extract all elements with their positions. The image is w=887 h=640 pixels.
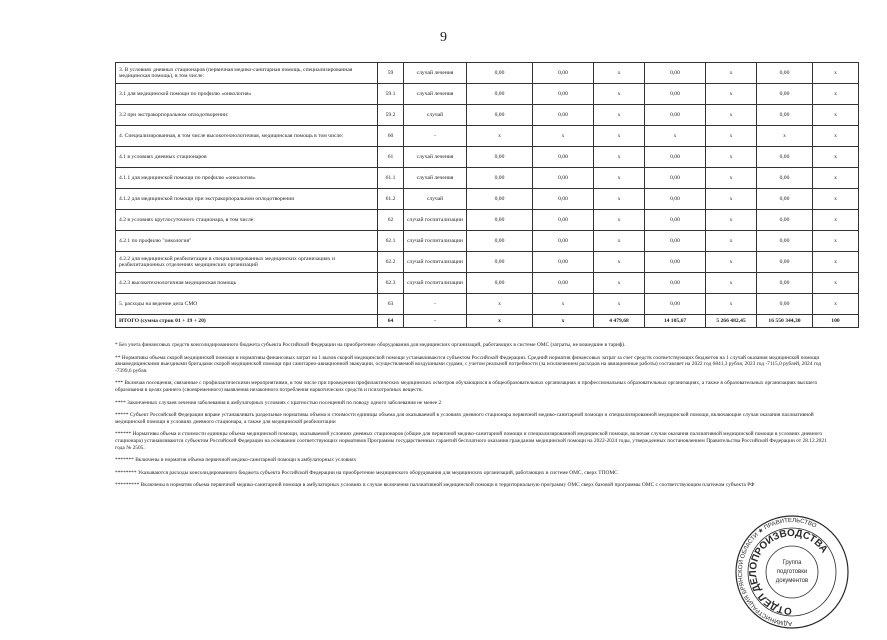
- footnote: * Без учета финансовых средств консолидированного бюджета субъекта Российской Федерации на приобретение оборудования для медицинских организаций, работающих в системе ОМС (затраты, не вошедшие в тариф).: [115, 342, 626, 348]
- footnote: ** Нормативы объема скорой медицинской помощи и нормативы финансовых затрат на 1 вызов скорой медицинской помощи устанавливаются субъектом Российской Федерации. Средний норматив финансовых затрат за счет средств соответствующих бюджетов на 1 случай оказания медицинской помощи авиамедицинскими выездными бригадами скорой медицинской помощи при санитарно-авиационной эвакуации, осуществляемой воздушными судами, с учетом реальной потребности (за исключением расходов на авиационные работы) составляет на 2022 год 6841,3 рубля, 2023 год -7115,0 рублей, 2024 год -7399,6 рубля.: [115, 354, 822, 374]
- table-cell-v3: x: [594, 210, 645, 231]
- table-cell-unit: -: [404, 315, 467, 328]
- table-row: [116, 168, 859, 189]
- table-cell-name: 4.2.2 для медицинской реабилитации в специализированных медицинских организациях и реабилитационных отделениях медицинских организаций: [116, 252, 378, 273]
- table-cell-unit: случай госпитализации: [404, 273, 467, 294]
- table-cell-v4: 0,00: [645, 168, 706, 189]
- table-cell-v7: x: [813, 294, 859, 315]
- stamp-center-line-2: подготовки: [776, 569, 808, 575]
- table-cell-v5: 5 266 482,45: [706, 315, 757, 328]
- table-cell-v2: 0,00: [533, 231, 594, 252]
- table-cell-v7: x: [813, 63, 859, 84]
- table-cell-v5: x: [706, 189, 757, 210]
- table-cell-v7: x: [813, 210, 859, 231]
- table-cell-name: ИТОГО (сумма строк 01 + 19 + 20): [116, 315, 378, 328]
- table-cell-v1: 0,00: [467, 63, 533, 84]
- table-cell-v5: x: [706, 63, 757, 84]
- footnote: ***** Субъект Российской Федерации вправе устанавливать раздельные нормативы объема и стоимости единицы объема для оказываемой в условиях дневного стационара первичной медико-санитарной помощи и специализированной медицинской помощи, включающие случаи оказания паллиативной медицинской помощи в условиях дневного стационара, а также для медицинской реабилитации: [115, 412, 814, 425]
- table-cell-v4: 0,00: [645, 252, 706, 273]
- table-cell-v5: x: [706, 126, 757, 147]
- table-cell-v2: x: [533, 315, 594, 328]
- table-cell-v7: x: [813, 126, 859, 147]
- table-cell-v1: 0,00: [467, 105, 533, 126]
- table-cell-v5: x: [706, 273, 757, 294]
- table-cell-v1: 0,00: [467, 147, 533, 168]
- table-cell-v4: 0,00: [645, 273, 706, 294]
- table-cell-v7: x: [813, 147, 859, 168]
- table-cell-v3: x: [594, 147, 645, 168]
- table-cell-v3: x: [594, 189, 645, 210]
- table-cell-name: 4.1 в условиях дневных стационаров: [116, 147, 378, 168]
- table-cell-v6: 0,00: [757, 189, 813, 210]
- table-cell-v6: 16 550 344,30: [757, 315, 813, 328]
- table-cell-name: 4. Специализированная, в том числе высокотехнологичная, медицинская помощь в том числе:: [116, 126, 378, 147]
- table-cell-v6: 0,00: [757, 168, 813, 189]
- table-row: [116, 147, 859, 168]
- table-cell-v2: 0,00: [533, 147, 594, 168]
- table-cell-num: 64: [378, 315, 404, 328]
- table-cell-unit: случай: [404, 189, 467, 210]
- volume-table: [115, 62, 859, 328]
- table-row: [116, 126, 859, 147]
- table-cell-num: 59: [378, 63, 404, 84]
- table-cell-v3: x: [594, 84, 645, 105]
- table-row: [116, 231, 859, 252]
- table-cell-num: 62.3: [378, 273, 404, 294]
- footnote: *** Включая посещения, связанные с профилактическими мероприятиями, в том числе при проведении профилактических медицинских осмотров обучающихся в общеобразовательных организациях и профессиональных образовательных организациях, а также в образовательных организациях высшего образования в целях раннего (своевременного) выявления незаконного потребления наркотических средств и психотропных веществ.: [115, 380, 818, 393]
- table-cell-v5: x: [706, 294, 757, 315]
- footnote: **** Законченных случаев лечения заболевания в амбулаторных условиях с кратностью посещений по поводу одного заболевания не менее 2: [115, 399, 442, 406]
- stamp-center-line-3: документов: [775, 578, 809, 584]
- table-cell-v4: 0,00: [645, 84, 706, 105]
- table-cell-num: 59.1: [378, 84, 404, 105]
- table-row: [116, 105, 859, 126]
- table-row: [116, 84, 859, 105]
- table-cell-v6: 0,00: [757, 294, 813, 315]
- table-cell-num: 60: [378, 126, 404, 147]
- table-cell-v1: 0,00: [467, 252, 533, 273]
- table-cell-v3: x: [594, 231, 645, 252]
- table-cell-v7: x: [813, 231, 859, 252]
- table-cell-name: 3. В условиях дневных стационаров (первичная медико-санитарная помощь, специализированная медицинская помощь), в том числе:: [116, 63, 378, 84]
- table-cell-v6: 0,00: [757, 147, 813, 168]
- table-cell-v4: 0,00: [645, 210, 706, 231]
- table-cell-v1: x: [467, 315, 533, 328]
- table-cell-num: 62: [378, 210, 404, 231]
- table-cell-v3: x: [594, 105, 645, 126]
- table-cell-v7: 100: [813, 315, 859, 328]
- table-cell-unit: случай лечения: [404, 63, 467, 84]
- table-cell-v6: 0,00: [757, 231, 813, 252]
- table-row: [116, 294, 859, 315]
- table-cell-v6: 0,00: [757, 210, 813, 231]
- table-body: [116, 63, 859, 328]
- table-cell-v4: 0,00: [645, 189, 706, 210]
- table-cell-v7: x: [813, 189, 859, 210]
- table-cell-v6: 0,00: [757, 105, 813, 126]
- table-cell-v3: x: [594, 294, 645, 315]
- table-cell-num: 62.1: [378, 231, 404, 252]
- footnote: ****** Нормативы объема и стоимости единицы объема медицинской помощи, оказываемой условиях дневных стационаров (общие для первичной медико-санитарной помощи и специализированной медицинской помощи, включая случаи оказания паллиативной медицинской помощи в условиях дневного стационара) устанавливаются субъектом Российской Федерации на основании соответствующих нормативов Программы государственных гарантий бесплатного оказания гражданам медицинской помощи на 2022-2024 годы, утвержденных постановлением Правительства Российской Федерации от 28.12.2021 года № 2505.: [115, 431, 827, 451]
- table-cell-v5: x: [706, 147, 757, 168]
- table-cell-v5: x: [706, 105, 757, 126]
- table-cell-v3: x: [594, 63, 645, 84]
- table-cell-v5: x: [706, 210, 757, 231]
- table-cell-v5: x: [706, 231, 757, 252]
- table-cell-v2: 0,00: [533, 189, 594, 210]
- table-cell-v1: 0,00: [467, 273, 533, 294]
- table-cell-unit: случай лечения: [404, 168, 467, 189]
- table-cell-v2: x: [533, 294, 594, 315]
- table-cell-num: 63: [378, 294, 404, 315]
- table-row: [116, 315, 859, 328]
- stamp-department-text: ОТДЕЛ ДЕЛОПРОИЗВОДСТВА: [747, 527, 830, 617]
- table-cell-name: 3.1 для медицинской помощи по профилю «онкология»: [116, 84, 378, 105]
- table-cell-v1: 0,00: [467, 210, 533, 231]
- table-cell-v1: x: [467, 294, 533, 315]
- table-row: [116, 63, 859, 84]
- official-stamp: [728, 512, 856, 630]
- stamp-center-line-1: Группа: [782, 560, 802, 566]
- table-cell-v2: 0,00: [533, 84, 594, 105]
- table-cell-v3: x: [594, 126, 645, 147]
- table-cell-v3: 4 479,68: [594, 315, 645, 328]
- table-cell-name: 4.2 в условиях круглосуточного стационара, в том числе:: [116, 210, 378, 231]
- table-cell-name: 5. расходы на ведение дела СМО: [116, 294, 378, 315]
- footnote: ********* Включены в норматив объема первичной медико-санитарной помощи в амбулаторных условиях в случае включения паллиативной медицинской помощи в территориальную программу ОМС сверх базовой программы ОМС с соответствующим платежом субъекта РФ: [115, 482, 755, 489]
- table-cell-unit: случай: [404, 105, 467, 126]
- table-cell-v6: 0,00: [757, 273, 813, 294]
- table-cell-v1: 0,00: [467, 189, 533, 210]
- table-row: [116, 252, 859, 273]
- table-cell-unit: -: [404, 126, 467, 147]
- table-cell-v7: x: [813, 105, 859, 126]
- table-cell-v6: x: [757, 126, 813, 147]
- table-cell-unit: случай госпитализации: [404, 231, 467, 252]
- table-cell-v2: 0,00: [533, 63, 594, 84]
- table-cell-v2: 0,00: [533, 105, 594, 126]
- table-cell-v6: 0,00: [757, 63, 813, 84]
- table-cell-v7: x: [813, 84, 859, 105]
- table-cell-v1: 0,00: [467, 168, 533, 189]
- table-cell-v7: x: [813, 252, 859, 273]
- table-cell-v2: 0,00: [533, 210, 594, 231]
- table-cell-v4: 0,00: [645, 147, 706, 168]
- table-cell-v2: x: [533, 126, 594, 147]
- table-cell-name: 4.2.1 по профилю "онкология": [116, 231, 378, 252]
- table-cell-v7: x: [813, 168, 859, 189]
- table-cell-name: 3.2 при экстракорпоральном оплодотворении:: [116, 105, 378, 126]
- table-cell-v1: x: [467, 126, 533, 147]
- table-cell-unit: -: [404, 294, 467, 315]
- table-cell-num: 61: [378, 147, 404, 168]
- page-number: 9: [440, 30, 447, 45]
- table-cell-v4: 0,00: [645, 231, 706, 252]
- table-cell-unit: случай госпитализации: [404, 210, 467, 231]
- table-cell-v4: 0,00: [645, 105, 706, 126]
- table-cell-name: 4.2.3 высокотехнологичная медицинская помощь: [116, 273, 378, 294]
- table-cell-v4: x: [645, 126, 706, 147]
- footnote: ******* Включены в норматив объема первичной медико-санитарной помощи в амбулаторных условиях: [115, 457, 357, 464]
- table-cell-v3: x: [594, 252, 645, 273]
- table-cell-v4: 14 105,67: [645, 315, 706, 328]
- table-cell-v2: 0,00: [533, 252, 594, 273]
- table-row: [116, 210, 859, 231]
- table-cell-num: 61.2: [378, 189, 404, 210]
- stamp-ring-text: АДМИНИСТРАЦИЯ БРЯНСКОЙ ОБЛАСТИ ★ ПРАВИТЕЛЬСТВО: [738, 517, 818, 627]
- table-cell-v6: 0,00: [757, 84, 813, 105]
- footnotes: [115, 342, 833, 495]
- table-cell-v2: 0,00: [533, 168, 594, 189]
- table-row: [116, 273, 859, 294]
- table-cell-num: 59.2: [378, 105, 404, 126]
- table-cell-v3: x: [594, 273, 645, 294]
- table-row: [116, 189, 859, 210]
- table-cell-name: 4.1.1 для медицинской помощи по профилю «онкология»: [116, 168, 378, 189]
- table-cell-v5: x: [706, 252, 757, 273]
- table-cell-v3: x: [594, 168, 645, 189]
- footnote: ******** Указываются расходы консолидированного бюджета субъекта Российской Федерации на приобретение медицинского оборудования для медицинских организаций, работающих в системе ОМС, сверх ТПОМС: [115, 469, 618, 476]
- table-cell-v7: x: [813, 273, 859, 294]
- table-cell-v4: 0,00: [645, 63, 706, 84]
- table-cell-unit: случай лечения: [404, 147, 467, 168]
- table-cell-v6: 0,00: [757, 252, 813, 273]
- table-cell-v5: x: [706, 84, 757, 105]
- table-cell-v5: x: [706, 168, 757, 189]
- table-cell-unit: случай лечения: [404, 84, 467, 105]
- table-cell-v4: 0,00: [645, 294, 706, 315]
- table-cell-num: 62.2: [378, 252, 404, 273]
- table-cell-v2: 0,00: [533, 273, 594, 294]
- table-cell-v1: 0,00: [467, 84, 533, 105]
- table-cell-v1: 0,00: [467, 231, 533, 252]
- table-cell-name: 4.1.2 для медицинской помощи при экстракорпоральном оплодотворении: [116, 189, 378, 210]
- table-cell-num: 61.1: [378, 168, 404, 189]
- table-cell-unit: случай госпитализации: [404, 252, 467, 273]
